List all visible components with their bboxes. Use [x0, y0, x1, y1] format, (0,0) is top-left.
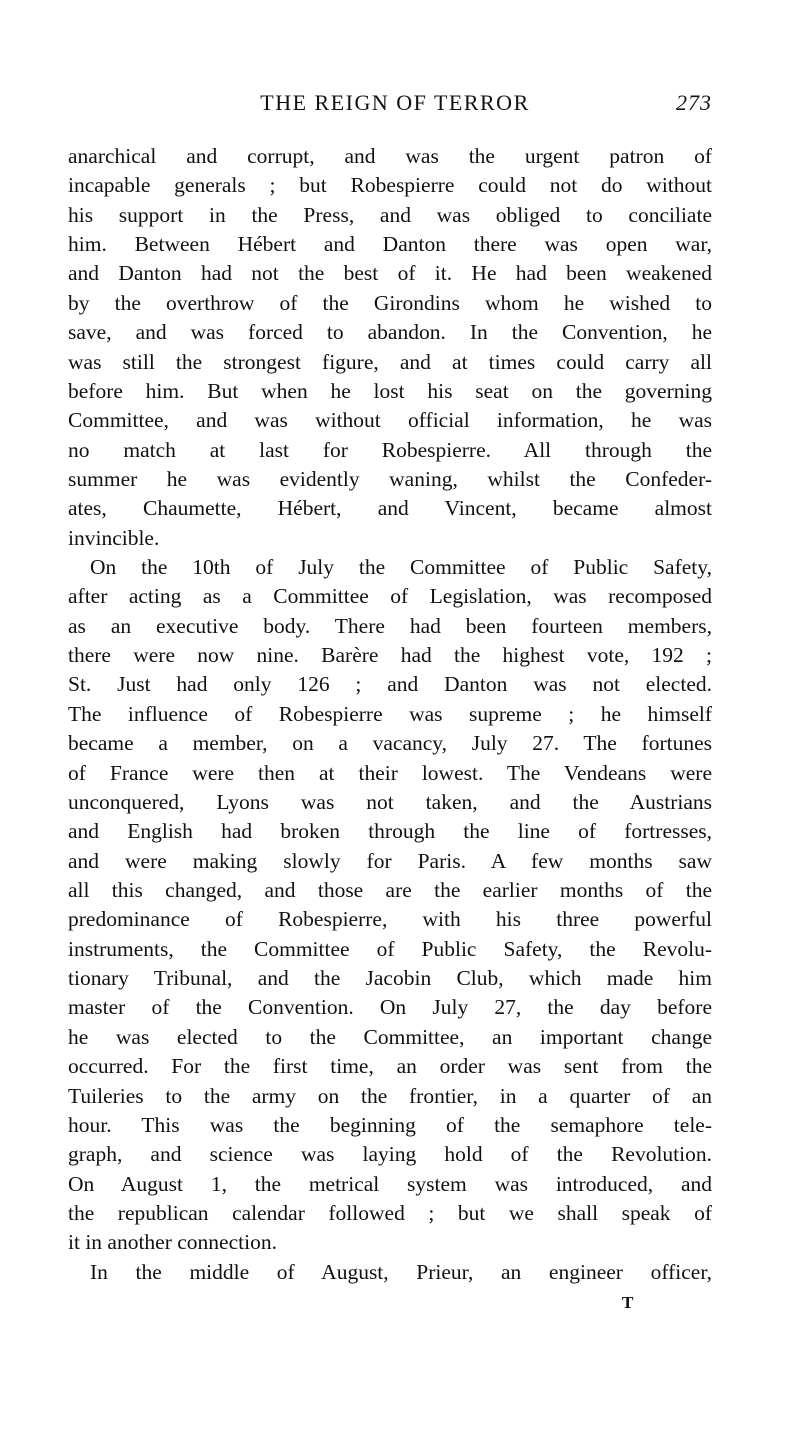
text-line: predominance of Robespierre, with his three powerful: [68, 907, 712, 932]
page-body: [68, 142, 712, 1287]
signature-mark: T: [622, 1293, 634, 1312]
text-line: St. Just had only 126 ; and Danton was not elected.: [68, 672, 712, 697]
text-line: by the overthrow of the Girondins whom he wished to: [68, 290, 712, 315]
text-line: Tuileries to the army on the frontier, in a quarter of an: [68, 1083, 712, 1108]
text-line: after acting as a Committee of Legislation, was recomposed: [68, 584, 712, 609]
text-line: graph, and science was laying hold of the Revolution.: [68, 1142, 712, 1167]
paragraph: [68, 553, 712, 1258]
text-line: ates, Chaumette, Hébert, and Vincent, became almost: [68, 496, 712, 521]
text-line: him. Between Hébert and Danton there was open war,: [68, 232, 712, 257]
text-line: the republican calendar followed ; but we shall speak of: [68, 1200, 712, 1225]
text-line: summer he was evidently waning, whilst the Confeder-: [68, 466, 712, 491]
text-line: his support in the Press, and was obliged to conciliate: [68, 202, 712, 227]
text-line: Committee, and was without official information, he was: [68, 408, 712, 433]
paragraph: [68, 142, 712, 553]
text-line: unconquered, Lyons was not taken, and the Austrians: [68, 789, 712, 814]
text-line: anarchical and corrupt, and was the urgent patron of: [68, 144, 712, 168]
running-header: [68, 90, 712, 120]
text-line: On August 1, the metrical system was introduced, and: [68, 1171, 712, 1196]
paragraph: [68, 1258, 712, 1287]
text-line: invincible.: [68, 525, 160, 550]
text-line: tionary Tribunal, and the Jacobin Club, which made him: [68, 966, 712, 991]
text-line: all this changed, and those are the earlier months of the: [68, 877, 712, 902]
text-line: and Danton had not the best of it. He had been weakened: [68, 261, 712, 286]
text-line: as an executive body. There had been fourteen members,: [68, 613, 712, 638]
text-line: save, and was forced to abandon. In the Convention, he: [68, 320, 712, 345]
text-line: incapable generals ; but Robespierre could not do without: [68, 173, 712, 198]
text-line: In the middle of August, Prieur, an engineer officer,: [90, 1259, 712, 1284]
text-line: he was elected to the Committee, an important change: [68, 1024, 712, 1049]
text-line: there were now nine. Barère had the highest vote, 192 ;: [68, 643, 712, 668]
text-line: instruments, the Committee of Public Safety, the Revolu-: [68, 936, 712, 961]
text-line: and English had broken through the line of fortresses,: [68, 819, 712, 844]
text-line: was still the strongest figure, and at times could carry all: [68, 349, 712, 374]
running-title: THE REIGN OF TERROR: [260, 90, 530, 115]
text-line: On the 10th of July the Committee of Public Safety,: [90, 555, 712, 580]
text-line: became a member, on a vacancy, July 27. The fortunes: [68, 731, 712, 756]
text-line: and were making slowly for Paris. A few months saw: [68, 848, 712, 873]
text-line: occurred. For the first time, an order was sent from the: [68, 1054, 712, 1079]
text-line: no match at last for Robespierre. All through the: [68, 437, 712, 462]
text-line: hour. This was the beginning of the semaphore tele-: [68, 1112, 712, 1137]
text-line: of France were then at their lowest. The Vendeans were: [68, 760, 712, 785]
text-line: it in another connection.: [68, 1230, 277, 1255]
text-line: master of the Convention. On July 27, the day before: [68, 995, 712, 1020]
text-line: The influence of Robespierre was supreme ; he himself: [68, 701, 712, 726]
page-number: 273: [676, 90, 712, 115]
text-line: before him. But when he lost his seat on the governing: [68, 378, 712, 403]
